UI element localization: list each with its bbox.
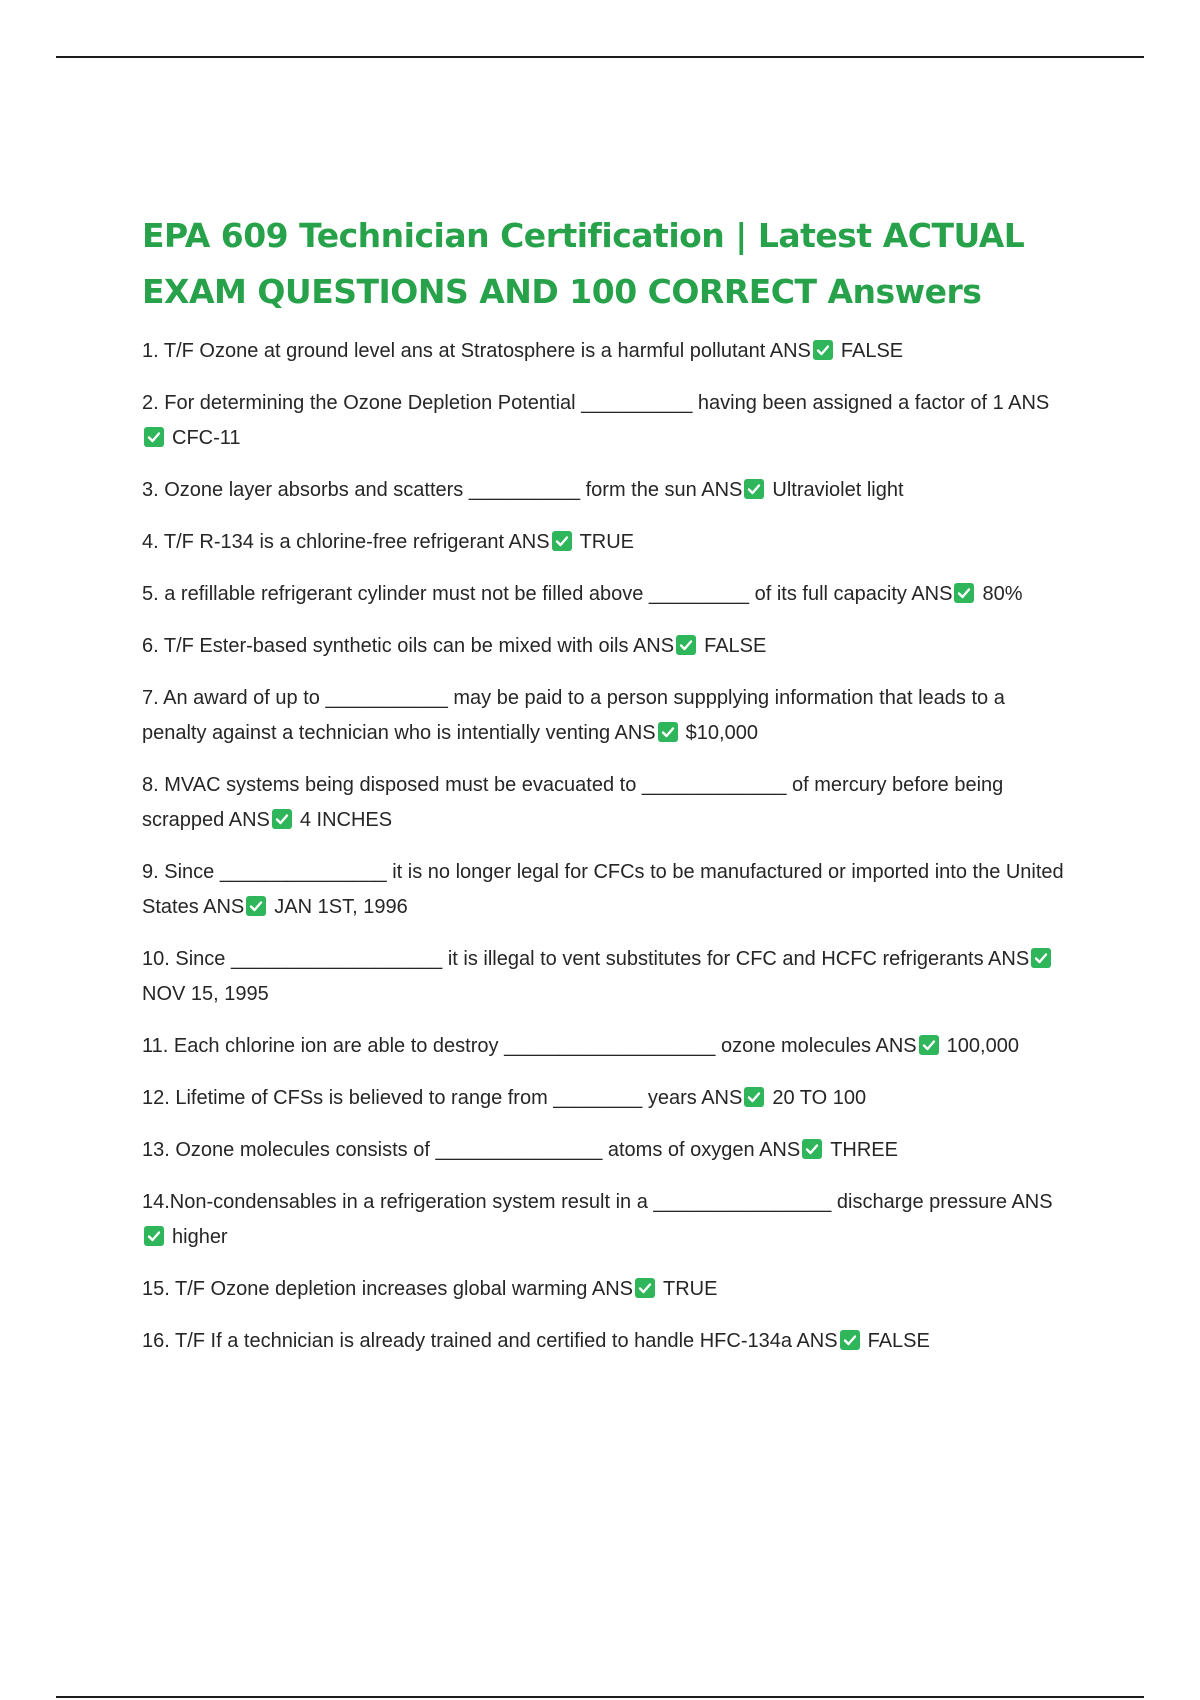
qa-item-4 <box>142 525 1072 560</box>
top-rule <box>56 56 1144 58</box>
qa-list <box>142 334 1072 1359</box>
check-box-icon <box>744 479 764 499</box>
document-title: EPA 609 Technician Certification | Latest ACTUAL EXAM QUESTIONS AND 100 CORRECT Answers <box>142 216 1025 311</box>
qa-item-9 <box>142 855 1072 925</box>
qa-item-2 <box>142 386 1072 456</box>
qa-item-13 <box>142 1133 1072 1168</box>
check-box-icon <box>1031 948 1051 968</box>
qa-item-7 <box>142 681 1072 751</box>
answer-text: 20 TO 100 <box>772 1087 867 1109</box>
answer-text: FALSE <box>840 340 904 362</box>
answer-text: NOV 15, 1995 <box>142 983 269 1005</box>
question-text: 5. a refillable refrigerant cylinder must not be filled above _________ of its full capacity ANS <box>142 583 953 605</box>
qa-item-8 <box>142 768 1072 838</box>
answer-text: THREE <box>830 1139 898 1161</box>
qa-item-6 <box>142 629 1072 664</box>
qa-item-16 <box>142 1324 1072 1359</box>
check-box-icon <box>954 583 974 603</box>
answer-text: TRUE <box>579 531 635 553</box>
question-text: 1. T/F Ozone at ground level ans at Stratosphere is a harmful pollutant ANS <box>142 340 811 362</box>
check-box-icon <box>246 896 266 916</box>
answer-text: higher <box>172 1226 228 1248</box>
question-text: 2. For determining the Ozone Depletion Potential __________ having been assigned a factor of 1 ANS <box>142 392 1050 414</box>
check-box-icon <box>144 427 164 447</box>
question-text: 4. T/F R-134 is a chlorine-free refrigerant ANS <box>142 531 550 553</box>
qa-item-15 <box>142 1272 1072 1307</box>
check-box-icon <box>919 1035 939 1055</box>
question-text: 12. Lifetime of CFSs is believed to range from ________ years ANS <box>142 1087 743 1109</box>
qa-item-11 <box>142 1029 1072 1064</box>
qa-item-12 <box>142 1081 1072 1116</box>
question-text: 16. T/F If a technician is already trained and certified to handle HFC-134a ANS <box>142 1330 838 1352</box>
check-box-icon <box>813 340 833 360</box>
answer-text: JAN 1ST, 1996 <box>274 896 408 918</box>
check-box-icon <box>676 635 696 655</box>
check-box-icon <box>144 1226 164 1246</box>
check-box-icon <box>658 722 678 742</box>
question-text: 10. Since ___________________ it is illegal to vent substitutes for CFC and HCFC refrigerants ANS <box>142 948 1030 970</box>
answer-text: CFC-11 <box>172 427 241 449</box>
question-text: 9. Since _______________ it is no longer legal for CFCs to be manufactured or imported into the United States ANS <box>142 861 1064 918</box>
answer-text: FALSE <box>704 635 767 657</box>
question-text: 3. Ozone layer absorbs and scatters __________ form the sun ANS <box>142 479 743 501</box>
check-box-icon <box>744 1087 764 1107</box>
answer-text: 80% <box>982 583 1023 605</box>
answer-text: FALSE <box>867 1330 930 1352</box>
question-text: 8. MVAC systems being disposed must be evacuated to _____________ of mercury before being scrapped ANS <box>142 774 1004 831</box>
document-body <box>142 208 1072 1376</box>
question-text: 13. Ozone molecules consists of _______________ atoms of oxygen ANS <box>142 1139 801 1161</box>
bottom-rule <box>56 1696 1144 1698</box>
check-box-icon <box>552 531 572 551</box>
answer-text: Ultraviolet light <box>772 479 904 501</box>
answer-text: $10,000 <box>685 722 758 744</box>
check-box-icon <box>802 1139 822 1159</box>
qa-item-5 <box>142 577 1072 612</box>
qa-item-10 <box>142 942 1072 1012</box>
qa-item-3 <box>142 473 1072 508</box>
qa-item-14 <box>142 1185 1072 1255</box>
question-text: 7. An award of up to ___________ may be paid to a person suppplying information that leads to a penalty against a technician who is intentially venting ANS <box>142 687 1005 744</box>
check-box-icon <box>840 1330 860 1350</box>
question-text: 6. T/F Ester-based synthetic oils can be mixed with oils ANS <box>142 635 675 657</box>
answer-text: 100,000 <box>946 1035 1019 1057</box>
question-text: 14.Non-condensables in a refrigeration system result in a ________________ discharge pressure ANS <box>142 1191 1053 1213</box>
question-text: 15. T/F Ozone depletion increases global warming ANS <box>142 1278 634 1300</box>
check-box-icon <box>272 809 292 829</box>
answer-text: 4 INCHES <box>299 809 393 831</box>
qa-item-1 <box>142 334 1072 369</box>
check-box-icon <box>635 1278 655 1298</box>
question-text: 11. Each chlorine ion are able to destroy ___________________ ozone molecules ANS <box>142 1035 917 1057</box>
answer-text: TRUE <box>663 1278 718 1300</box>
